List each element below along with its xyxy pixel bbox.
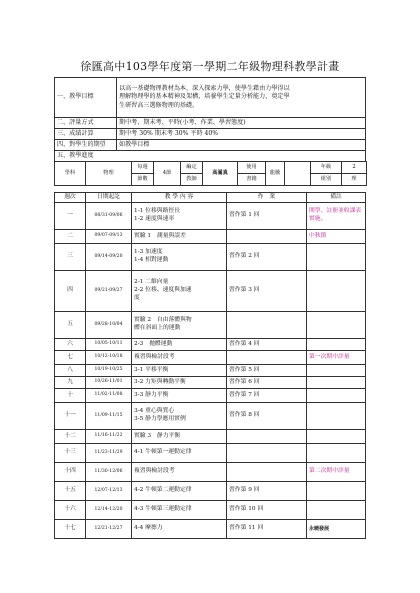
date-range-cell: 11/09-11/15 (86, 403, 132, 430)
note-cell (307, 430, 366, 444)
homework-cell: 習作第 6 回 (227, 377, 307, 389)
content-line: 1-3 加速度 (134, 249, 163, 256)
note-cell (307, 444, 366, 463)
grading-value: 期中考 30% 期末考 30% 平時 40% (117, 129, 366, 140)
content-line: 4-2 牛頓第二運動定律 (134, 487, 192, 494)
note-cell (307, 482, 366, 501)
content-line: 4-4 摩擦力 (134, 525, 163, 532)
editor-label-2: 教師 (181, 174, 203, 186)
date-range-cell: 11/30-12/06 (86, 463, 132, 482)
group-label: 組別 (311, 174, 342, 186)
content-line: 1-4 相對運動 (134, 257, 169, 263)
week-cell: 二 (55, 230, 86, 244)
book-label: 使用 (238, 162, 266, 174)
homework-cell: 習作第 11 回 (227, 520, 307, 539)
hours-label-2: 節數 (132, 174, 154, 186)
content-cell (132, 463, 227, 482)
plan-summary-table (54, 77, 366, 162)
note-cell: 開學、註冊並收課表實施。 (307, 203, 366, 230)
week-cell: 七 (55, 351, 86, 365)
subject-label: 學科 (55, 162, 86, 186)
content-cell (132, 501, 227, 520)
grade-value: 2 (342, 162, 367, 174)
grading-label: 三、成績計算 (55, 129, 117, 140)
week-cell: 六 (55, 339, 86, 351)
homework-cell (227, 351, 307, 365)
schedule-row (55, 230, 366, 244)
date-range-cell: 09/21-09/27 (86, 271, 132, 312)
week-cell: 九 (55, 377, 86, 389)
homework-cell (227, 230, 307, 244)
content-line: 3-1 平移平衡 (134, 366, 169, 373)
goal-line: 生研習高三選修物理的基礎。 (119, 101, 199, 109)
note-cell (307, 271, 366, 312)
week-cell: 一 (55, 203, 86, 230)
date-range-cell: 12/07-12/13 (86, 482, 132, 501)
week-cell: 十七 (55, 520, 86, 539)
note-cell (307, 339, 366, 351)
date-range-cell: 12/14-12/20 (86, 501, 132, 520)
homework-cell (227, 463, 307, 482)
week-cell: 十一 (55, 403, 86, 430)
schedule-row (55, 203, 366, 230)
content-cell (132, 403, 227, 430)
date-range-cell: 10/26-11/01 (86, 377, 132, 389)
homework-cell: 習作第 8 回 (227, 403, 307, 430)
content-line: 3-2 力矩與轉動平衡 (134, 378, 186, 385)
expectation-value: 如教學目標 (117, 140, 366, 151)
assessment-value: 期中考、期末考、平時(小考、作業、學習態度) (117, 118, 366, 129)
week-cell: 十二 (55, 430, 86, 444)
homework-cell (227, 312, 307, 339)
content-line: 3-5 静力學應用實例 (134, 416, 186, 422)
schedule-row (55, 365, 366, 377)
schedule-row (55, 377, 366, 389)
course-info-table (54, 161, 367, 186)
content-line: 2-3 拋體運動 (134, 340, 173, 347)
book-label-2: 書籍 (238, 174, 266, 186)
note-cell (307, 244, 366, 271)
header-homework: 作 業 (227, 193, 307, 203)
note-cell (307, 389, 366, 403)
note-cell: 第一次期中評量 (307, 351, 366, 365)
homework-cell: 習作第 3 回 (227, 271, 307, 312)
content-line: 2-2 位移、速度與加速 (134, 287, 192, 294)
schedule-row (55, 389, 366, 403)
date-range-cell: 09/07-09/13 (86, 230, 132, 244)
homework-cell (227, 430, 307, 444)
note-cell (307, 403, 366, 430)
note-cell (307, 377, 366, 389)
note-cell (307, 501, 366, 520)
content-cell (132, 312, 227, 339)
info-spacer (285, 162, 311, 186)
date-range-cell: 11/23-11/29 (86, 444, 132, 463)
content-line: 複習與檢討段考 (134, 353, 175, 360)
week-cell: 十四 (55, 463, 86, 482)
schedule-row (55, 271, 366, 312)
week-cell: 十五 (55, 482, 86, 501)
homework-cell: 習作第 2 回 (227, 244, 307, 271)
expectation-label: 四、對學生的期望 (55, 140, 117, 151)
note-cell: 永曉發展 (307, 520, 366, 539)
schedule-row (55, 482, 366, 501)
content-line: 4-3 牛頓第三運動定律 (134, 506, 192, 513)
schedule-row (55, 403, 366, 430)
note-cell (307, 365, 366, 377)
week-cell: 三 (55, 244, 86, 271)
content-line: 4-1 牛頓第一運動定律 (134, 449, 192, 456)
content-cell (132, 271, 227, 312)
book-value: 龍騰 (266, 162, 285, 186)
date-range-cell: 08/31-09/06 (86, 203, 132, 230)
week-cell: 四 (55, 271, 86, 312)
content-line: 3-3 靜力平衡 (134, 391, 169, 398)
homework-cell: 習作第 4 回 (227, 339, 307, 351)
homework-cell: 習作第 5 回 (227, 365, 307, 377)
schedule-row (55, 444, 366, 463)
note-cell: 中秋節 (307, 230, 366, 244)
hours-value: 4節 (154, 162, 181, 186)
content-line: 3-4 重心與質心 (134, 408, 175, 415)
note-cell (307, 312, 366, 339)
document-title: 徐匯高中103學年度第一學期二年級物理科教學計畫 (80, 60, 340, 73)
header-notes: 備註 (307, 193, 366, 203)
homework-cell: 習作第 9 回 (227, 482, 307, 501)
hours-label: 每週 (132, 162, 154, 174)
schedule-table (54, 192, 366, 539)
content-cell (132, 389, 227, 403)
schedule-row (55, 244, 366, 271)
note-cell: 第二次期中評量 (307, 463, 366, 482)
date-range-cell: 09/28-10/04 (86, 312, 132, 339)
header-content: 教 學 內 容 (132, 193, 227, 203)
homework-cell: 習作第 7 回 (227, 389, 307, 403)
schedule-row (55, 351, 366, 365)
date-range-cell: 10/19-10/25 (86, 365, 132, 377)
header-week: 週次 (55, 193, 86, 203)
content-line: 度 (134, 294, 140, 301)
content-cell (132, 351, 227, 365)
content-line: 實驗 1 測量與誤差 (134, 232, 186, 239)
homework-cell (227, 444, 307, 463)
date-range-cell: 12/21-12/27 (86, 520, 132, 539)
goal-line: 理解物理學的基本精神及架構，培養學生定量分析能力，奠定學 (119, 93, 290, 101)
editor-value: 高滿真 (203, 162, 238, 186)
goal-label: 一、教學目標 (55, 78, 117, 118)
subject-value: 物理 (86, 162, 132, 186)
content-line: 實驗 2 自由落體與物 (134, 317, 192, 324)
progress-section-label: 五、教學進度 (55, 151, 366, 162)
week-cell: 十三 (55, 444, 86, 463)
schedule-row (55, 520, 366, 539)
content-line: 體在斜面上的運動 (134, 325, 181, 331)
assessment-label: 二、評量方式 (55, 118, 117, 129)
schedule-row (55, 339, 366, 351)
schedule-row (55, 501, 366, 520)
grade-label: 年級 (311, 162, 342, 174)
content-line: 1-1 位移與路徑長 (134, 208, 180, 215)
content-cell (132, 244, 227, 271)
schedule-row (55, 463, 366, 482)
content-cell (132, 430, 227, 444)
content-cell (132, 203, 227, 230)
header-dates: 日期起訖 (86, 193, 132, 203)
date-range-cell: 11/16-11/22 (86, 430, 132, 444)
content-line: 複習與檢討段考 (134, 468, 175, 475)
week-cell: 八 (55, 365, 86, 377)
date-range-cell: 09/14-09/20 (86, 244, 132, 271)
content-line: 2-1 二維向量 (134, 279, 169, 286)
date-range-cell: 11/02-11/08 (86, 389, 132, 403)
group-value: 理 (342, 174, 367, 186)
week-cell: 十六 (55, 501, 86, 520)
schedule-row (55, 430, 366, 444)
homework-cell: 習作第 1 回 (227, 203, 307, 230)
goal-text (117, 78, 366, 118)
content-cell (132, 339, 227, 351)
date-range-cell: 10/05-10/11 (86, 339, 132, 351)
content-line: 實驗 3 靜力平衡 (134, 432, 181, 439)
content-cell (132, 365, 227, 377)
content-cell (132, 377, 227, 389)
content-cell (132, 482, 227, 501)
editor-label: 編定 (181, 162, 203, 174)
content-cell (132, 444, 227, 463)
content-cell (132, 520, 227, 539)
content-line: 1-2 速度與速率 (134, 216, 175, 222)
week-cell: 十 (55, 389, 86, 403)
goal-line: 以高一基礎物理教材為本，深入探索力學，使學生藉由力學得以 (119, 85, 290, 93)
content-cell (132, 230, 227, 244)
week-cell: 五 (55, 312, 86, 339)
date-range-cell: 10/12-10/18 (86, 351, 132, 365)
schedule-row (55, 312, 366, 339)
homework-cell: 習作第 10 回 (227, 501, 307, 520)
